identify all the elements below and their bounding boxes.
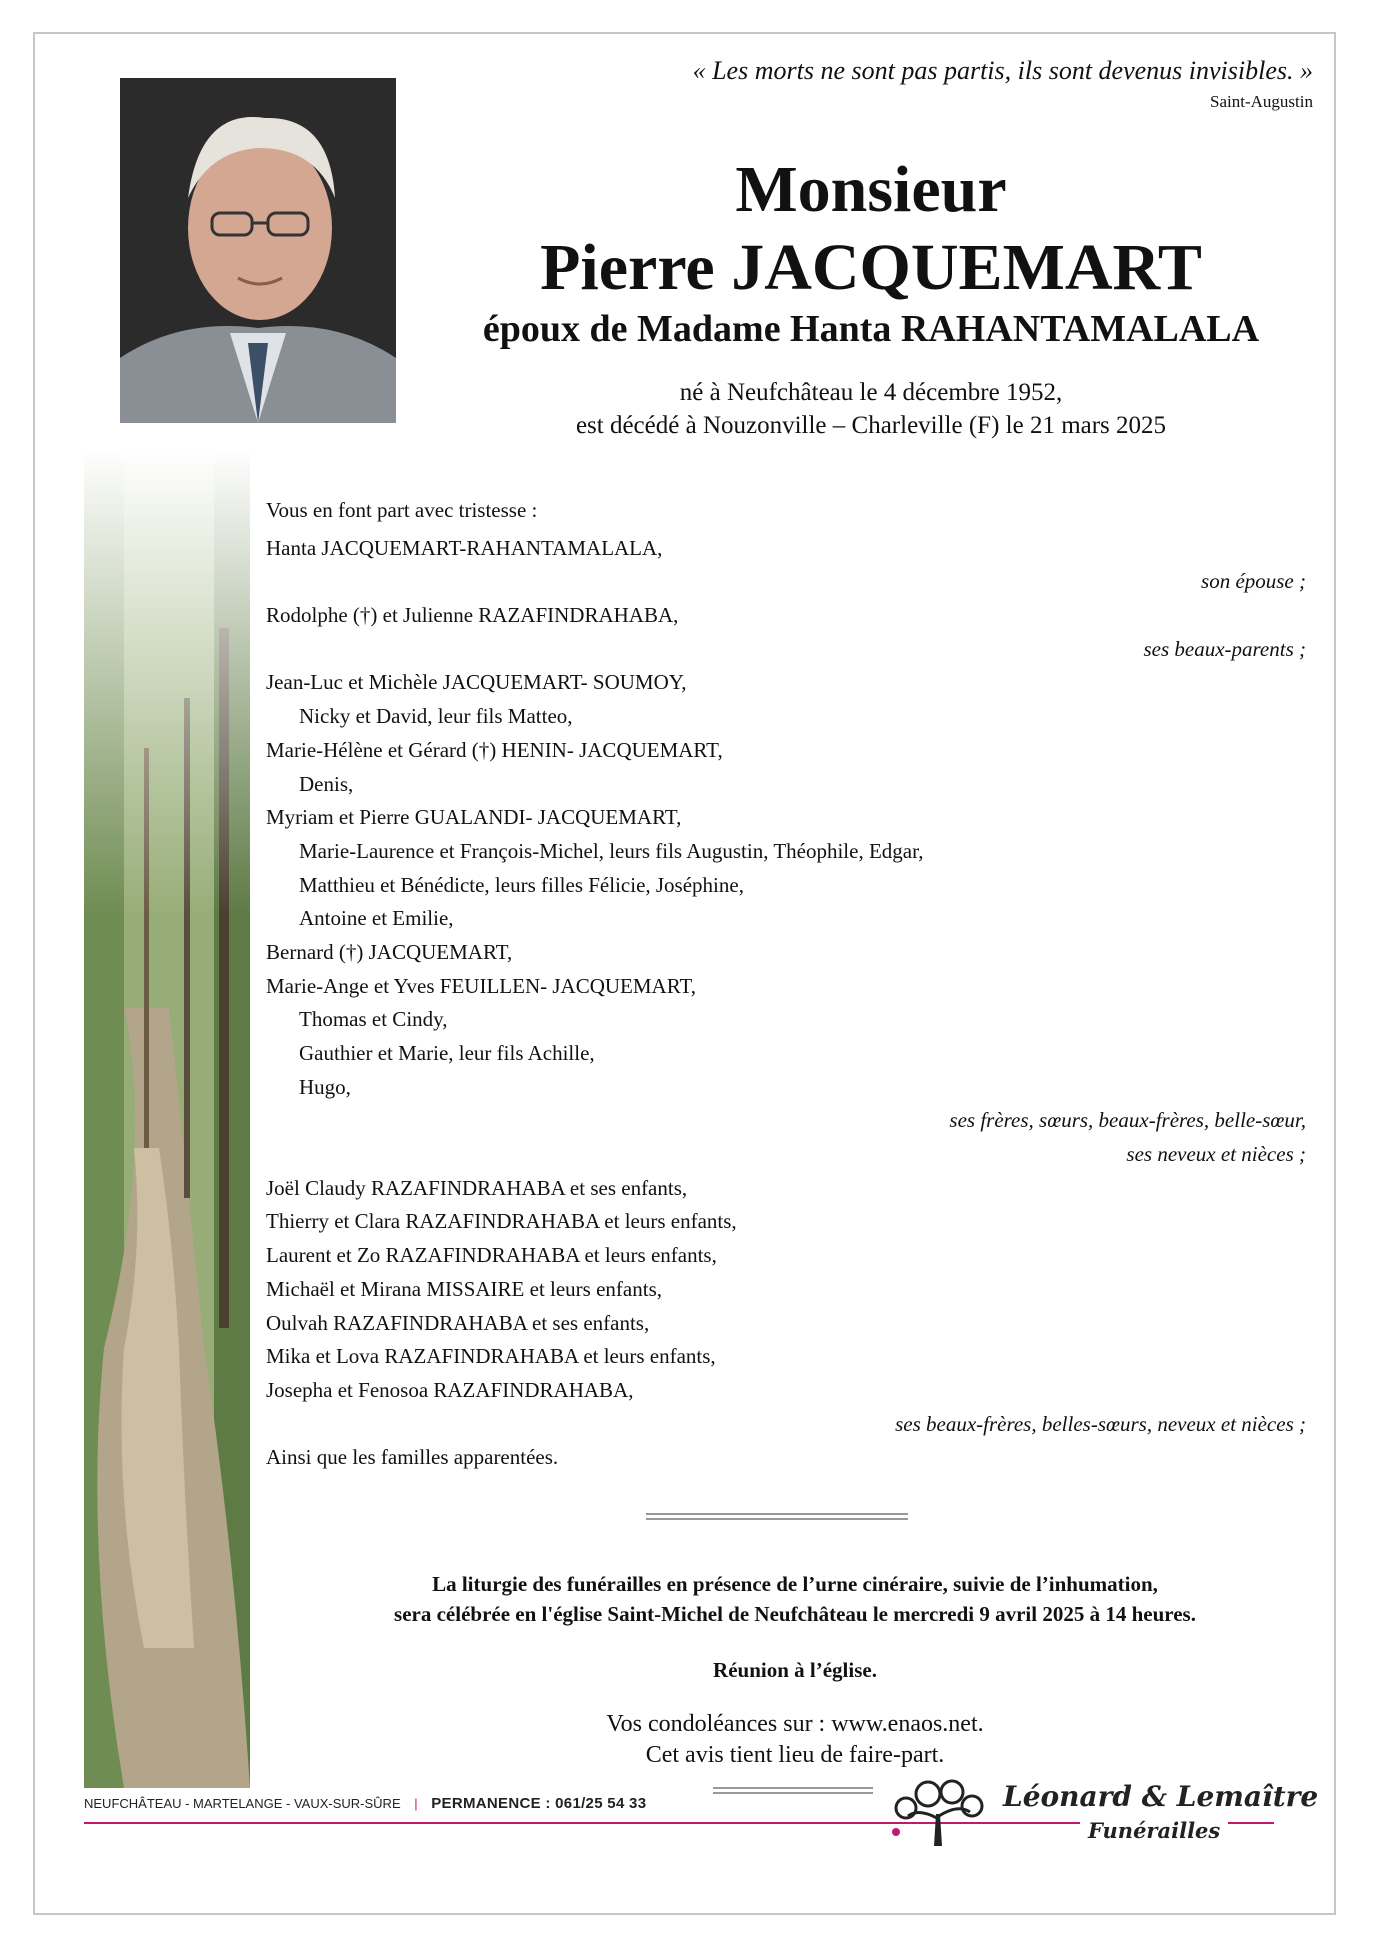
footer-locations: NEUFCHÂTEAU - MARTELANGE - VAUX-SUR-SÛRE xyxy=(84,1796,401,1811)
footer-info xyxy=(84,1795,646,1812)
quote-author: Saint-Augustin xyxy=(1210,92,1313,111)
family-member-line: Matthieu et Bénédicte, leurs filles Félicie, Joséphine, xyxy=(299,872,744,897)
announcement-body xyxy=(266,494,1306,1475)
family-member-line: Jean-Luc et Michèle JACQUEMART- SOUMOY, xyxy=(266,670,687,695)
death-line: est décédé à Nouzonville – Charleville (F) le 21 mars 2025 xyxy=(575,412,1167,439)
honorific: Monsieur xyxy=(735,153,1007,226)
relationship-label: ses neveux et nièces ; xyxy=(1126,1142,1306,1167)
relationship-label: son épouse ; xyxy=(1201,569,1306,594)
family-member-line: Michaël et Mirana MISSAIRE et leurs enfants, xyxy=(266,1276,662,1301)
family-member-line: Marie-Ange et Yves FEUILLEN- JACQUEMART, xyxy=(266,973,696,998)
relationship-label: ses frères, sœurs, beaux-frères, belle-sœur, xyxy=(949,1108,1306,1133)
section-divider xyxy=(646,1513,908,1520)
relationship-label: ses beaux-frères, belles-sœurs, neveux et nièces ; xyxy=(895,1411,1306,1436)
footer-separator: | xyxy=(414,1796,418,1811)
quote-text: « Les morts ne sont pas partis, ils sont devenus invisibles. » xyxy=(692,56,1313,85)
tree-logo-icon xyxy=(888,1778,988,1853)
family-member-line: Thierry et Clara RAZAFINDRAHABA et leurs enfants, xyxy=(266,1209,737,1234)
family-member-line: Josepha et Fenosoa RAZAFINDRAHABA, xyxy=(266,1377,634,1402)
footer-permanence: PERMANENCE : 061/25 54 33 xyxy=(431,1795,647,1812)
family-member-line: Thomas et Cindy, xyxy=(299,1007,448,1032)
meeting-line: Réunion à l’église. xyxy=(713,1658,877,1682)
family-member-line: Oulvah RAZAFINDRAHABA et ses enfants, xyxy=(266,1310,650,1335)
family-member-line: Laurent et Zo RAZAFINDRAHABA et leurs enfants, xyxy=(266,1243,717,1268)
family-member-line: Marie-Hélène et Gérard (†) HENIN- JACQUEMART, xyxy=(266,737,723,762)
portrait-photo xyxy=(120,78,396,423)
brand-subtitle: Funérailles xyxy=(1080,1818,1228,1843)
funeral-line-2: sera célébrée en l'église Saint-Michel de Neufchâteau le mercredi 9 avril 2025 à 14 heures. xyxy=(394,1602,1196,1626)
funeral-line-1: La liturgie des funérailles en présence de l’urne cinéraire, suivie de l’inhumation, xyxy=(432,1572,1158,1596)
faire-part-line: Cet avis tient lieu de faire-part. xyxy=(645,1742,945,1768)
footer-gray-rule xyxy=(713,1787,873,1794)
spouse-line: époux de Madame Hanta RAHANTAMALALA xyxy=(482,308,1260,350)
deceased-name: Pierre JACQUEMART xyxy=(540,231,1202,304)
family-list xyxy=(266,532,1306,1475)
family-member-line: Myriam et Pierre GUALANDI- JACQUEMART, xyxy=(266,805,682,830)
family-member-line: Hugo, xyxy=(299,1074,351,1099)
family-member-line: Ainsi que les familles apparentées. xyxy=(266,1445,559,1470)
family-member-line: Joël Claudy RAZAFINDRAHABA et ses enfants, xyxy=(266,1175,688,1200)
condolences-line: Vos condoléances sur : www.enaos.net. xyxy=(606,1711,984,1737)
family-member-line: Hanta JACQUEMART-RAHANTAMALALA, xyxy=(266,535,663,560)
family-member-line: Nicky et David, leur fils Matteo, xyxy=(299,704,573,729)
family-member-line: Denis, xyxy=(299,771,354,796)
brand-name: Léonard & Lemaître xyxy=(1003,1780,1319,1813)
family-member-line: Bernard (†) JACQUEMART, xyxy=(266,939,513,964)
forest-path-image xyxy=(84,448,250,1788)
announcement-intro: Vous en font part avec tristesse : xyxy=(266,498,538,522)
family-member-line: Marie-Laurence et François-Michel, leurs fils Augustin, Théophile, Edgar, xyxy=(299,838,924,863)
family-member-line: Rodolphe (†) et Julienne RAZAFINDRAHABA, xyxy=(266,603,679,628)
relationship-label: ses beaux-parents ; xyxy=(1143,636,1306,661)
family-member-line: Mika et Lova RAZAFINDRAHABA et leurs enfants, xyxy=(266,1344,716,1369)
birth-line: né à Neufchâteau le 4 décembre 1952, xyxy=(679,379,1063,406)
family-member-line: Gauthier et Marie, leur fils Achille, xyxy=(299,1041,595,1065)
family-member-line: Antoine et Emilie, xyxy=(299,906,454,931)
